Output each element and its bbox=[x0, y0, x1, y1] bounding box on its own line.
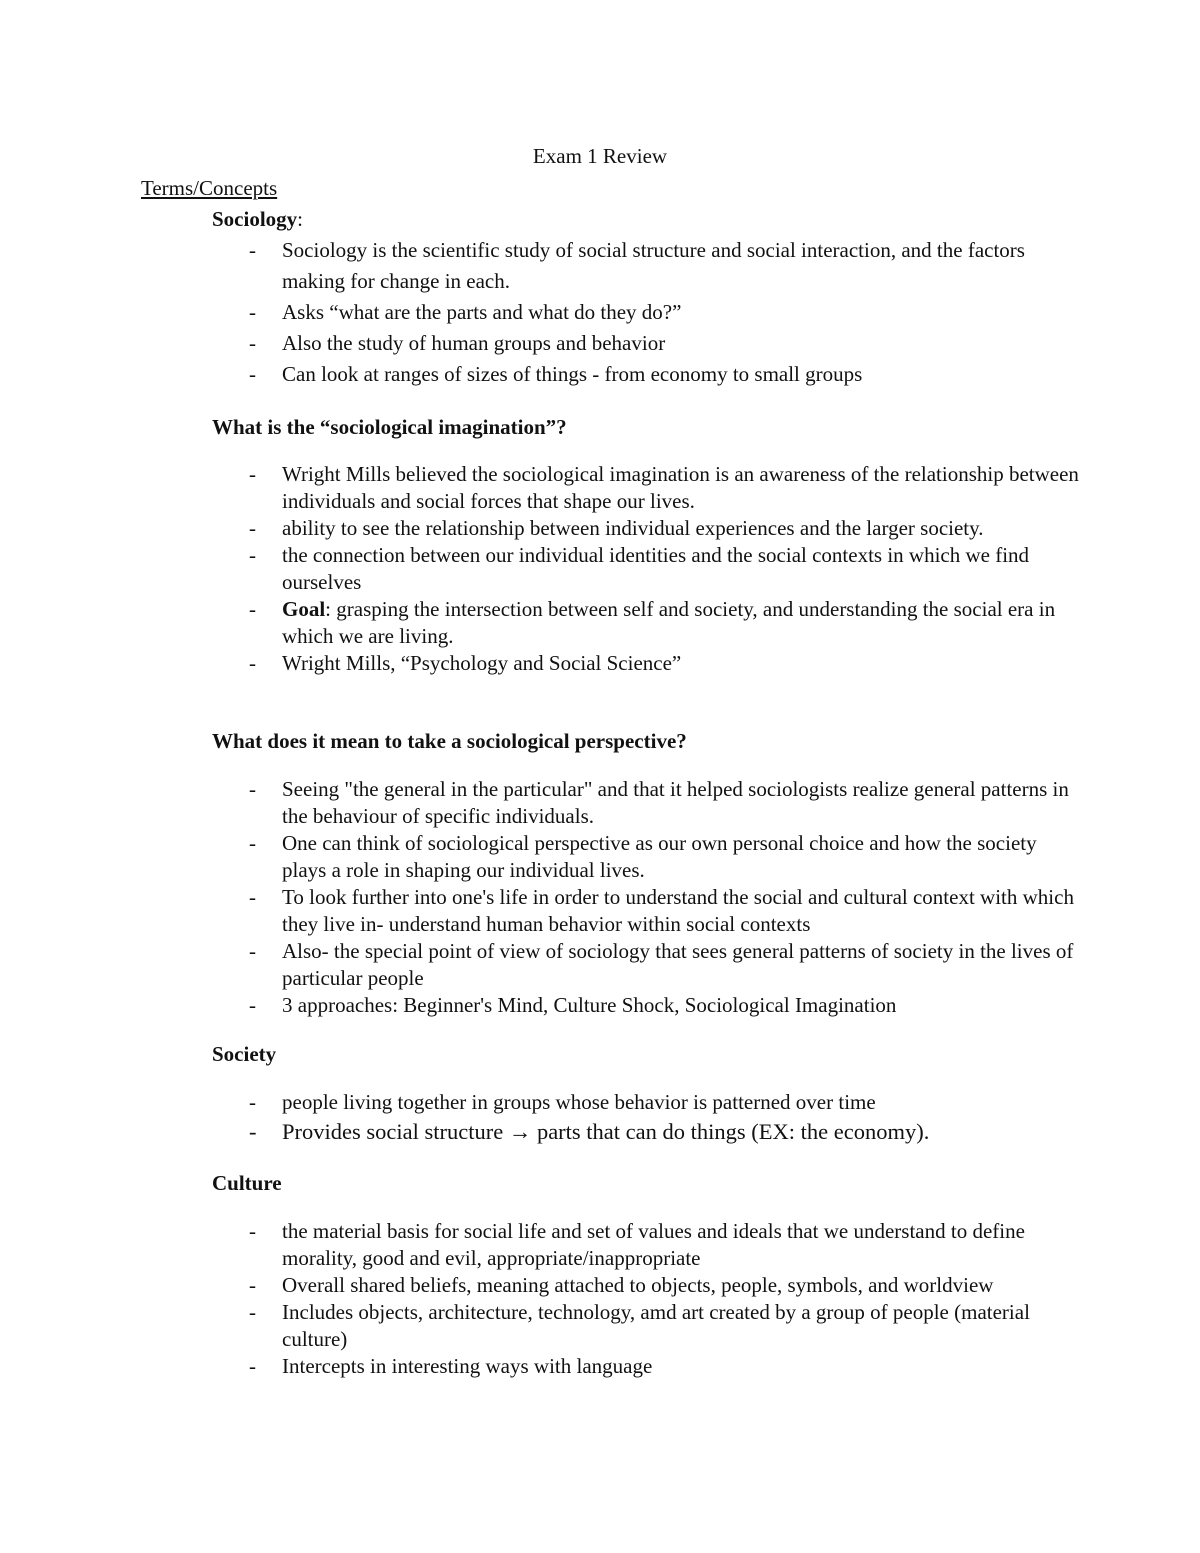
society-list bbox=[0, 1089, 1082, 1148]
list-item: - Includes objects, architecture, technology, amd art created by a group of people (material culture) bbox=[0, 1299, 1082, 1353]
list-item: - Also- the special point of view of sociology that sees general patterns of society in the lives of particular people bbox=[0, 938, 1082, 992]
perspective-list bbox=[0, 776, 1082, 1019]
list-item: - 3 approaches: Beginner's Mind, Culture Shock, Sociological Imagination bbox=[0, 992, 1082, 1019]
list-item: - the connection between our individual identities and the social contexts in which we find ourselves bbox=[0, 542, 1082, 596]
section-subtitle: Terms/Concepts bbox=[141, 176, 278, 200]
list-item: - Asks “what are the parts and what do they do?” bbox=[0, 297, 1082, 328]
list-item: - Provides social structure → parts that can do things (EX: the economy). bbox=[0, 1116, 1082, 1148]
list-item: - Seeing "the general in the particular" and that it helped sociologists realize general patterns in the behaviour of specific individuals. bbox=[0, 776, 1082, 830]
list-item: - Sociology is the scientific study of social structure and social interaction, and the factors making for change in each. bbox=[0, 235, 1082, 297]
heading-society: Society bbox=[212, 1042, 277, 1066]
document-title: Exam 1 Review bbox=[532, 144, 668, 168]
list-item: - the material basis for social life and set of values and ideals that we understand to define morality, good and evil, appropriate/inappropriate bbox=[0, 1218, 1082, 1272]
list-item: - Intercepts in interesting ways with language bbox=[0, 1353, 1082, 1380]
list-item: - One can think of sociological perspective as our own personal choice and how the society plays a role in shaping our individual lives. bbox=[0, 830, 1082, 884]
goal-label: Goal bbox=[282, 597, 326, 621]
heading-sociology-colon: : bbox=[297, 207, 304, 231]
culture-list bbox=[0, 1218, 1082, 1380]
heading-culture: Culture bbox=[212, 1171, 282, 1195]
list-item: - Can look at ranges of sizes of things - from economy to small groups bbox=[0, 359, 1082, 390]
list-item: - people living together in groups whose behavior is patterned over time bbox=[0, 1089, 1082, 1116]
heading-sociological-perspective: What does it mean to take a sociological perspective? bbox=[212, 729, 687, 753]
sociology-list bbox=[0, 235, 1082, 390]
list-item: - To look further into one's life in order to understand the social and cultural context with which they live in- understand human behavior within social contexts bbox=[0, 884, 1082, 938]
list-item: - ability to see the relationship between individual experiences and the larger society. bbox=[0, 515, 1082, 542]
heading-sociology-label: Sociology bbox=[212, 207, 298, 231]
list-item: - Overall shared beliefs, meaning attached to objects, people, symbols, and worldview bbox=[0, 1272, 1082, 1299]
imagination-list bbox=[0, 461, 1082, 677]
list-item: - Wright Mills believed the sociological imagination is an awareness of the relationship between individuals and social forces that shape our lives. bbox=[0, 461, 1082, 515]
list-item: - Wright Mills, “Psychology and Social Science” bbox=[0, 650, 1082, 677]
heading-sociology bbox=[212, 206, 303, 233]
heading-sociological-imagination: What is the “sociological imagination”? bbox=[212, 415, 567, 439]
goal-text: : grasping the intersection between self and society, and understanding the social era in which we are living. bbox=[282, 597, 1056, 648]
list-item bbox=[0, 596, 1082, 650]
list-item: - Also the study of human groups and behavior bbox=[0, 328, 1082, 359]
